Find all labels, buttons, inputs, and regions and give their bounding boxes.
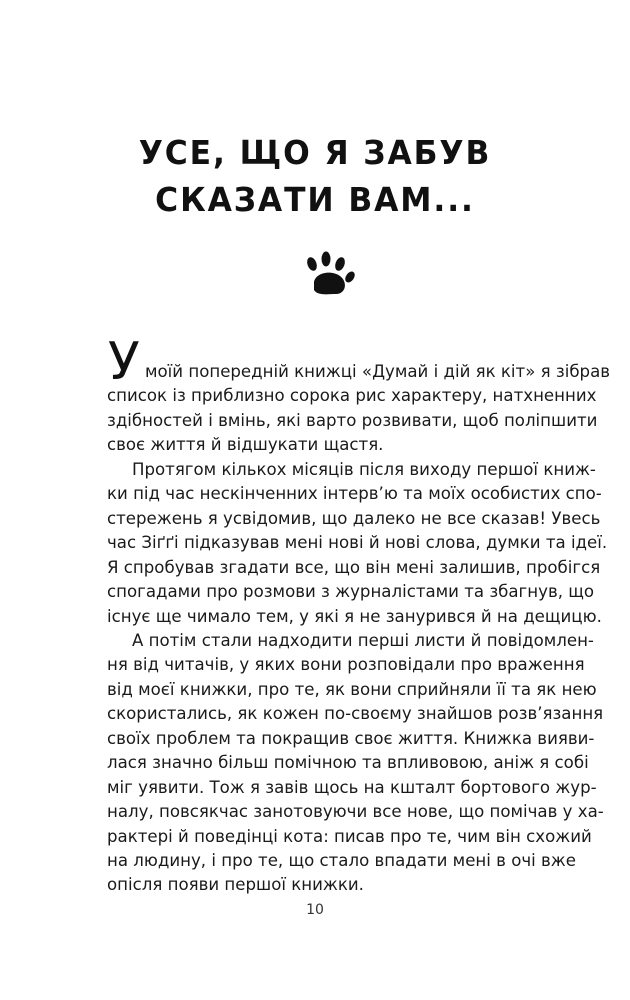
text-line: опісля появи першої книжки. [107, 875, 364, 895]
drop-cap: У [108, 332, 140, 392]
text-line: рактері й поведінці кота: писав про те, чим він схожий [107, 826, 592, 846]
text-line: лася значно більш помічною та впливовою, аніж я собі [107, 753, 589, 773]
text-line: Протягом кількох місяців після виходу першої книж- [132, 459, 596, 479]
text-line: своє життя й відшукати щастя. [107, 435, 384, 455]
text-line: здібностей і вмінь, які варто розвивати, щоб поліпшити [107, 410, 598, 430]
page-number: 10 [306, 902, 324, 918]
text-line: існує ще чимало тем, у які я не занурився й на дещицю. [107, 606, 602, 626]
paw-print-icon [300, 250, 360, 300]
text-line: своїх проблем та покращив своє життя. Книжка вияви- [107, 728, 595, 748]
text-line: налу, повсякчас занотовуючи все нове, що помічав у ха- [107, 802, 604, 822]
text-line: на людину, і про те, що стало впадати мені в очі вже [107, 851, 576, 870]
text-line: час Зіґґі підказував мені нові й нові слова, думки та ідеї. [107, 533, 608, 553]
text-line: ня від читачів, у яких вони розповідали про враження [107, 655, 585, 675]
text-line: ки під час нескінченних інтерв’ю та моїх особистих спо- [107, 484, 602, 504]
text-line: Я спробував згадати все, що він мені залишив, пробігся [107, 557, 601, 577]
text-line: моїй попередній книжці «Думай і дій як кіт» я зібрав [145, 362, 611, 381]
text-line: А потім стали надходити перші листи й повідомлен- [132, 630, 594, 650]
text-line: від моєї книжки, про те, як вони сприйняли її та як нею [107, 679, 597, 699]
text-line: скористались, як кожен по-своєму знайшов розв’язання [107, 704, 604, 724]
text-line: міг уявити. Тож я завів щось на кшталт бортового жур- [107, 777, 597, 797]
chapter-title-line-1: УСЕ, ЩО Я ЗАБУВ [138, 133, 492, 172]
chapter-title-line-2: СКАЗАТИ ВАМ... [155, 180, 475, 219]
text-line: стережень я усвідомив, що далеко не все сказав! Увесь [107, 508, 601, 528]
text-line: спогадами про розмови з журналістами та збагнув, що [107, 582, 595, 602]
text-line: список із приблизно сорока рис характеру, натхненних [107, 386, 597, 406]
